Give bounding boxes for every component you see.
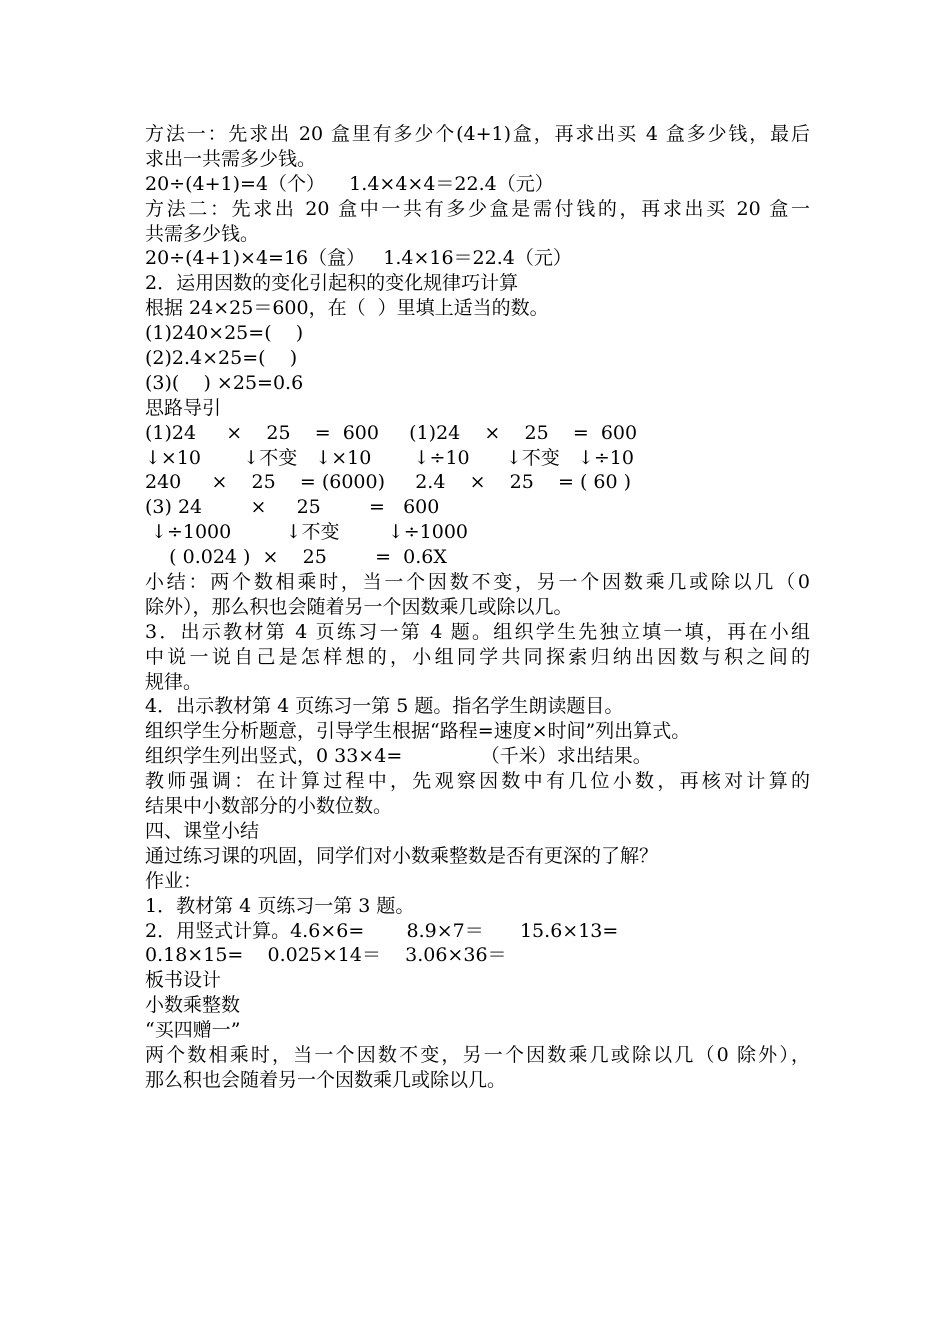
text-line: (3)( ) ×25=0.6 [145, 371, 304, 394]
text-line: 除外），那么积也会随着另一个因数乘几或除以几。 [145, 595, 573, 618]
text-line: 组织学生分析题意，引导学生根据“路程=速度×时间”列出算式。 [145, 720, 691, 743]
text-line: 求出一共需多少钱。 [145, 147, 317, 170]
text-line: 2．用竖式计算。4.6×6= 8.9×7＝ 15.6×13= [145, 919, 619, 942]
text-line: 20÷(4+1)×4=16（盒） 1.4×16＝22.4（元） [145, 247, 572, 270]
text-line: 20÷(4+1)=4（个） 1.4×4×4＝22.4（元） [145, 172, 554, 195]
subheading-board-design: 板书设计 [145, 969, 222, 992]
text-line-method-two: 方法二：先求出 20 盒中一共有多少盒是需付钱的，再求出买 20 盒一 [145, 197, 810, 220]
text-line: 共需多少钱。 [145, 222, 260, 245]
subheading-homework: 作业： [145, 869, 203, 892]
document-page [145, 122, 810, 1093]
text-line: “买四赠一” [145, 1019, 241, 1042]
text-line-item-3: 3．出示教材第 4 页练习一第 4 题。组织学生先独立填一填，再在小组 [145, 620, 810, 643]
subheading-thinking-guide: 思路导引 [145, 396, 222, 419]
text-line: 结果中小数部分的小数位数。 [145, 795, 393, 818]
text-line: 根据 24×25＝600，在（ ）里填上适当的数。 [145, 297, 549, 320]
text-line-equation: (1)24 × 25 = 600 (1)24 × 25 = 600 [145, 421, 638, 444]
section-heading-2: 2．运用因数的变化引起积的变化规律巧计算 [145, 272, 519, 295]
text-line: 通过练习课的巩固，同学们对小数乘整数是否有更深的了解？ [145, 844, 659, 867]
text-line: (1)240×25=( ) [145, 322, 304, 345]
text-line: 规律。 [145, 670, 203, 693]
text-line: 0.18×15= 0.025×14＝ 3.06×36＝ [145, 944, 507, 967]
text-line-equation: (3) 24 × 25 = 600 [145, 496, 440, 519]
text-line-equation: ( 0.024 ) × 25 = 0.6X [145, 546, 447, 569]
text-line-summary: 小结：两个数相乘时，当一个因数不变，另一个因数乘几或除以几（0 [145, 571, 810, 594]
text-line: (2)2.4×25=( ) [145, 347, 298, 370]
text-line-arrows: ↓÷1000 ↓不变 ↓÷1000 [145, 521, 469, 544]
text-line-item-4: 4．出示教材第 4 页练习一第 5 题。指名学生朗读题目。 [145, 695, 624, 718]
text-line: 1．教材第 4 页练习一第 3 题。 [145, 894, 415, 917]
text-line-method-one: 方法一：先求出 20 盒里有多少个(4+1)盒，再求出买 4 盒多少钱，最后 [145, 123, 810, 145]
text-line-arrows: ↓×10 ↓不变 ↓×10 ↓÷10 ↓不变 ↓÷10 [145, 446, 634, 469]
text-line-rule: 两个数相乘时，当一个因数不变，另一个因数乘几或除以几（0 除外）， [145, 1043, 810, 1066]
section-heading-4: 四、课堂小结 [145, 819, 260, 842]
text-line-teacher-emphasis: 教师强调：在计算过程中，先观察因数中有几位小数，再核对计算的 [145, 770, 810, 793]
text-line: 那么积也会随着另一个因数乘几或除以几。 [145, 1068, 507, 1091]
text-line: 小数乘整数 [145, 994, 241, 1017]
text-line: 组织学生列出竖式，0 33×4= （千米）求出结果。 [145, 745, 652, 768]
text-line: 中说一说自己是怎样想的，小组同学共同探索归纳出因数与积之间的 [145, 645, 810, 668]
text-line-equation: 240 × 25 = (6000) 2.4 × 25 = ( 60 ) [145, 471, 632, 494]
